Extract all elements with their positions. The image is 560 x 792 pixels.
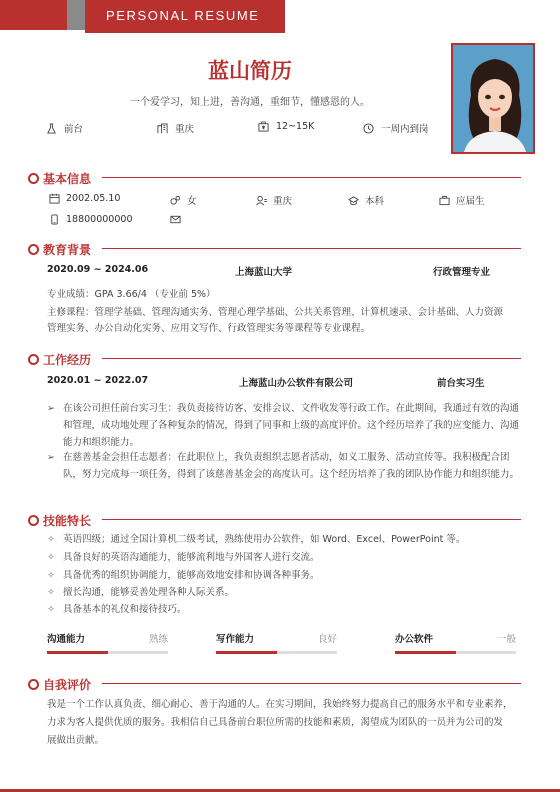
skill-bar-label: 办公软件 <box>395 634 434 645</box>
skill-bar-track <box>47 651 168 654</box>
basic-degree <box>348 193 384 207</box>
intent-position-text: 前台 <box>64 124 84 135</box>
work-item <box>47 449 522 483</box>
basic-hometown-text: 重庆 <box>273 196 293 207</box>
skill-bar-level: 良好 <box>317 634 337 645</box>
skill-bar-fill <box>216 651 277 654</box>
skill-bar-fill <box>395 651 456 654</box>
intent-salary-text: 12~15K <box>276 121 315 132</box>
section-work-rule <box>102 358 521 359</box>
skill-bar-track <box>395 651 516 654</box>
self-eval-line2: 力求为客人提供优质的服务。我相信自己具备前台职位所需的技能和素质，渴望成为团队的一员并为公司的发 <box>47 717 504 728</box>
diamond-bullet-icon: ✧ <box>47 570 55 581</box>
education-courses-line1: 主修课程：管理学基础、管理沟通实务、管理心理学基础、公共关系管理、计算机速录、会计基础、人力资源 <box>47 307 504 318</box>
work-item-text: 在该公司担任前台实习生：我负责接待访客、安排会议、文件收发等行政工作。在此期间，我通过有效的沟通和管理，成功地处理了各种复杂的情况，得到了同事和上级的高度评价。这个经历培养了我的应变能力、沟通能力和组织能力。 <box>63 403 520 448</box>
section-education-title: 教育背景 <box>43 243 92 257</box>
section-basic-header <box>28 170 91 187</box>
clock-icon <box>363 123 374 134</box>
intent-city-text: 重庆 <box>175 124 195 135</box>
section-marker-icon <box>28 679 39 690</box>
intent-salary <box>258 121 314 132</box>
banner-title: PERSONAL RESUME <box>106 8 260 23</box>
section-self-header <box>28 676 91 693</box>
section-marker-icon <box>28 354 39 365</box>
profile-photo <box>451 43 535 154</box>
self-eval-line3: 展做出贡献。 <box>47 735 105 746</box>
section-skills-title: 技能特长 <box>43 514 92 528</box>
basic-email <box>170 214 181 225</box>
banner-left-block <box>0 0 67 30</box>
education-grade: 专业成绩：GPA 3.66/4 （专业前 5%） <box>47 289 216 300</box>
phone-icon <box>49 214 60 225</box>
skill-item <box>47 567 319 581</box>
basic-hometown <box>256 193 292 207</box>
skill-item <box>47 549 319 563</box>
section-marker-icon <box>28 244 39 255</box>
gender-icon <box>170 195 181 206</box>
basic-status <box>439 193 485 207</box>
education-school: 上海蓝山大学 <box>235 267 293 278</box>
skill-item-text: 具备良好的英语沟通能力，能够流利地与外国客人进行交流。 <box>62 552 320 563</box>
diamond-bullet-icon: ✧ <box>47 552 55 563</box>
skill-item <box>47 531 465 545</box>
skill-item-text: 擅长沟通，能够妥善处理各种人际关系。 <box>62 587 234 598</box>
education-courses-line2: 管理实务、办公自动化实务、应用文写作、行政管理实务等课程等专业课程。 <box>47 323 371 334</box>
basic-gender-text: 女 <box>187 196 197 207</box>
mail-icon <box>170 214 181 225</box>
diamond-bullet-icon: ✧ <box>47 604 55 615</box>
graduation-cap-icon <box>348 195 359 206</box>
skill-bar-level: 熟练 <box>148 634 168 645</box>
basic-gender <box>170 193 197 207</box>
work-item <box>47 400 522 451</box>
basic-phone <box>49 214 133 225</box>
work-item-text: 在慈善基金会担任志愿者：在此职位上，我负责组织志愿者活动，如义工服务、活动宣传等。我积极配合团队，努力完成每一项任务，得到了该慈善基金会的高度认可。这个经历培养了我的团队协作能力和组织能力。 <box>63 452 520 480</box>
calendar-icon <box>49 193 60 204</box>
work-period: 2020.01 ~ 2022.07 <box>47 375 149 386</box>
diamond-bullet-icon: ✧ <box>47 587 55 598</box>
resume-name: 蓝山简历 <box>208 59 292 83</box>
section-basic-title: 基本信息 <box>43 172 92 186</box>
section-skills-header <box>28 512 91 529</box>
intent-position <box>46 121 83 135</box>
arrow-bullet-icon: ➢ <box>47 452 55 463</box>
skill-item-text: 英语四级；通过全国计算机二级考试，熟练使用办公软件，如 Word、Excel、PowerPoint 等。 <box>62 534 466 545</box>
briefcase-icon <box>439 195 450 206</box>
intent-arrival <box>363 121 429 135</box>
basic-birth-text: 2002.05.10 <box>66 193 121 204</box>
skill-bar-label: 写作能力 <box>216 634 255 645</box>
section-education-header <box>28 241 91 258</box>
skill-bar-fill <box>47 651 108 654</box>
basic-birth <box>49 193 120 204</box>
section-marker-icon <box>28 515 39 526</box>
section-basic-rule <box>102 177 521 178</box>
education-period: 2020.09 ~ 2024.06 <box>47 264 149 275</box>
section-self-rule <box>102 683 521 684</box>
wallet-icon <box>258 121 269 132</box>
resume-motto: 一个爱学习，知上进，善沟通，重细节，懂感恩的人。 <box>130 97 370 108</box>
arrow-bullet-icon: ➢ <box>47 403 55 414</box>
basic-status-text: 应届生 <box>456 196 485 207</box>
skill-item-text: 具备基本的礼仪和接待技巧。 <box>62 604 187 615</box>
section-marker-icon <box>28 173 39 184</box>
section-skills-rule <box>102 519 521 520</box>
intent-arrival-text: 一周内到岗 <box>381 124 429 135</box>
self-eval-line1: 我是一个工作认真负责、细心耐心、善于沟通的人。在实习期间，我始终努力提高自己的服务水平和专业素养， <box>47 699 513 710</box>
section-work-title: 工作经历 <box>43 353 92 367</box>
work-company: 上海蓝山办公软件有限公司 <box>239 378 354 389</box>
section-work-header <box>28 351 91 368</box>
flask-icon <box>46 123 57 134</box>
skill-bar-label: 沟通能力 <box>47 634 86 645</box>
skill-item-text: 具备优秀的组织协调能力，能够高效地安排和协调各种事务。 <box>62 570 320 581</box>
work-role: 前台实习生 <box>437 378 485 389</box>
section-education-rule <box>102 248 521 249</box>
education-major: 行政管理专业 <box>433 267 491 278</box>
portrait-illustration <box>453 45 535 154</box>
skill-item <box>47 601 186 615</box>
section-self-title: 自我评价 <box>43 678 92 692</box>
basic-degree-text: 本科 <box>365 196 385 207</box>
intent-city <box>157 121 194 135</box>
skill-bar-track <box>216 651 337 654</box>
basic-phone-text: 18800000000 <box>66 214 133 225</box>
skill-bar-level: 一般 <box>496 634 516 645</box>
banner-grey-block <box>67 0 85 30</box>
building-icon <box>157 123 168 134</box>
user-icon <box>256 195 267 206</box>
skill-item <box>47 584 234 598</box>
diamond-bullet-icon: ✧ <box>47 534 55 545</box>
